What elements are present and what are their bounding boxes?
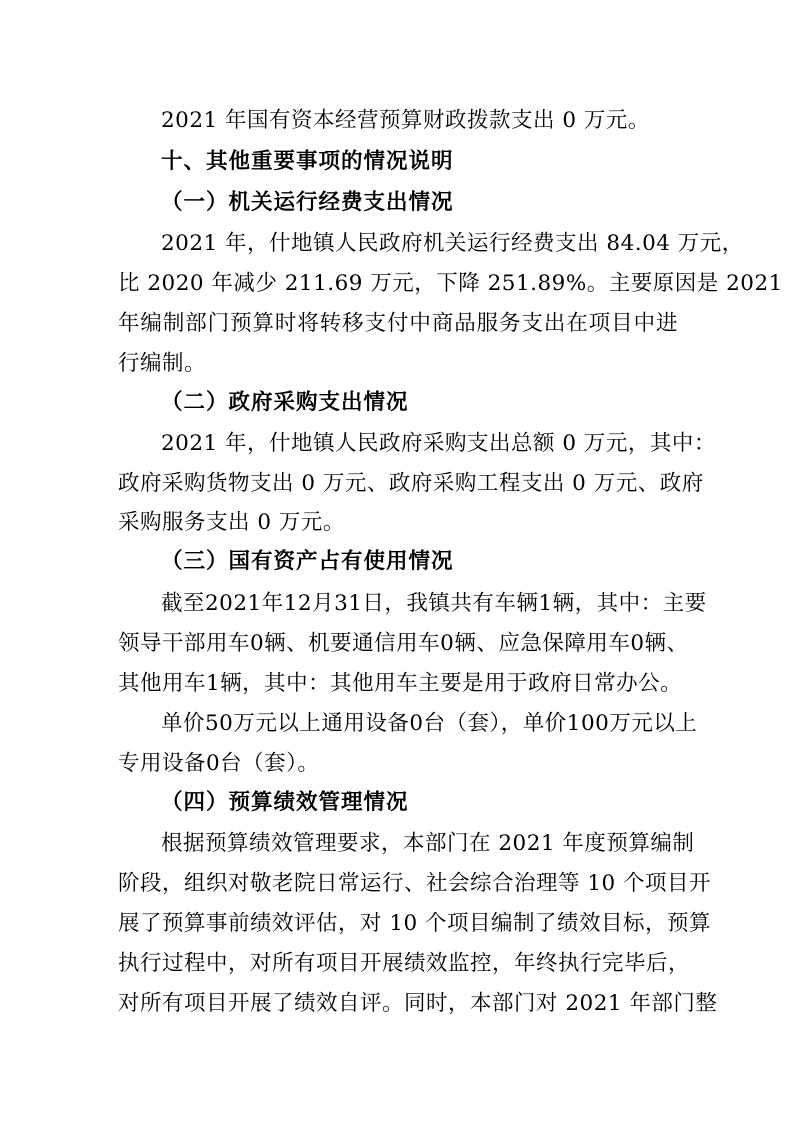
paragraph-line: 政府采购货物支出 0 万元、政府采购工程支出 0 万元、政府 [118,471,704,496]
paragraph-line: 比 2020 年减少 211.69 万元，下降 251.89%。主要原因是 2021 [118,271,783,296]
paragraph-line: 截至2021年12月31日，我镇共有车辆1辆，其中：主要 [161,591,707,616]
paragraph-line: 行编制。 [118,351,207,376]
paragraph-line: 其他用车1辆，其中：其他用车主要是用于政府日常办公。 [118,671,683,696]
subsection-heading: （二）政府采购支出情况 [161,390,409,415]
paragraph-line: 根据预算绩效管理要求，本部门在 2021 年度预算编制 [161,831,695,856]
subsection-heading: （四）预算绩效管理情况 [161,790,409,815]
paragraph-line: 2021 年，什地镇人民政府机关运行经费支出 84.04 万元， [161,231,744,256]
paragraph-line: 专用设备0台（套）。 [118,751,320,776]
paragraph-line: 年编制部门预算时将转移支付中商品服务支出在项目中进 [118,311,678,336]
paragraph-line: 领导干部用车0辆、机要通信用车0辆、应急保障用车0辆、 [118,631,689,656]
paragraph-line: 单价50万元以上通用设备0台（套），单价100万元以上 [161,711,698,736]
subsection-heading: （三）国有资产占有使用情况 [161,549,454,574]
paragraph-line: 阶段，组织对敬老院日常运行、社会综合治理等 10 个项目开 [118,871,712,896]
paragraph-line: 执行过程中，对所有项目开展绩效监控，年终执行完毕后， [118,951,691,976]
paragraph-line: 对所有项目开展了绩效自评。同时，本部门对 2021 年部门整 [118,991,718,1016]
section-heading: 十、其他重要事项的情况说明 [161,149,454,174]
paragraph-line: 2021 年，什地镇人民政府采购支出总额 0 万元，其中： [161,431,716,456]
paragraph-line: 采购服务支出 0 万元。 [118,510,345,535]
paragraph-line: 2021 年国有资本经营预算财政拨款支出 0 万元。 [161,108,650,133]
subsection-heading: （一）机关运行经费支出情况 [161,190,454,215]
paragraph-line: 展了预算事前绩效评估，对 10 个项目编制了绩效目标，预算 [118,911,712,936]
